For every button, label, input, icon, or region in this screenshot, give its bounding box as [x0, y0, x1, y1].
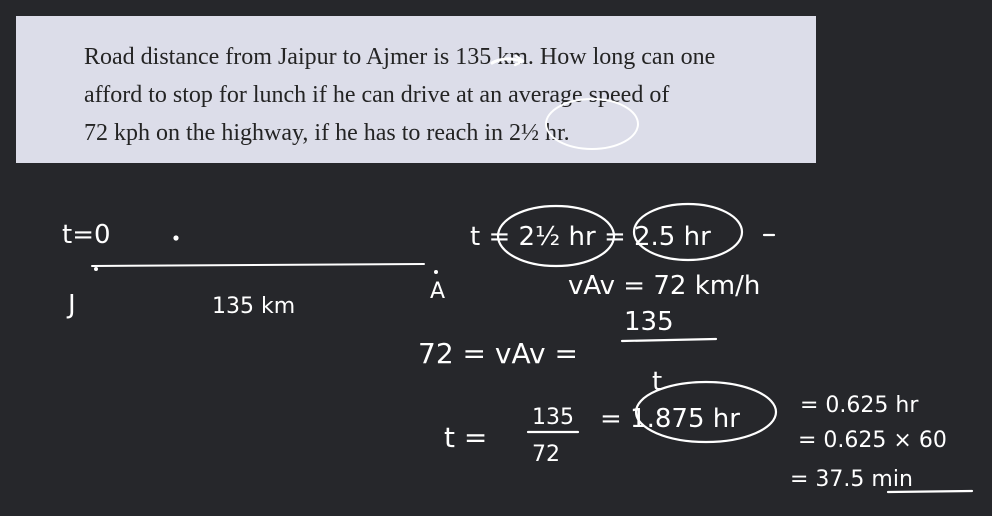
problem-line-2: afford to stop for lunch if he can drive at an average speed of: [84, 82, 670, 108]
speed-equation-lhs: 72 = vAv =: [418, 337, 578, 370]
circle-result-mark: [636, 382, 776, 442]
start-point-label: J: [68, 290, 76, 320]
start-time-label: t=0: [62, 220, 111, 250]
problem-line-1: Road distance from Jaipur to Ajmer is 135 km. How long can one: [84, 44, 716, 70]
problem-card: [16, 16, 816, 163]
step-3-text: = 37.5 min: [790, 467, 913, 492]
circle-time-mark: [498, 206, 614, 266]
avg-speed-text: vAv = 72 km/h: [568, 271, 761, 301]
start-point-dot: [94, 267, 98, 271]
time-result: = 1.875 hr: [600, 404, 740, 434]
end-point-dot: [434, 270, 438, 274]
distance-label: 135 km: [212, 294, 296, 319]
step-1-text: = 0.625 hr: [800, 393, 919, 418]
end-point-label: A: [430, 279, 446, 304]
final-answer-underline: [888, 491, 972, 492]
given-time-text: t = 2½ hr = 2.5 hr: [470, 222, 711, 252]
step-2-text: = 0.625 × 60: [798, 428, 947, 453]
equation-fraction-bar: [622, 339, 716, 341]
circle-decimal-time-mark: [634, 204, 742, 260]
solve-numerator: 135: [532, 405, 574, 430]
distance-numerator: 135: [624, 307, 674, 337]
solve-denominator: 72: [532, 442, 560, 467]
solve-time-lhs: t =: [444, 421, 488, 454]
time-denominator: t: [652, 367, 663, 397]
problem-statement: [84, 38, 784, 152]
ink-dot: [173, 235, 178, 240]
road-line: [92, 264, 424, 266]
problem-line-3: 72 kph on the highway, if he has to reach in 2½ hr.: [84, 120, 570, 146]
